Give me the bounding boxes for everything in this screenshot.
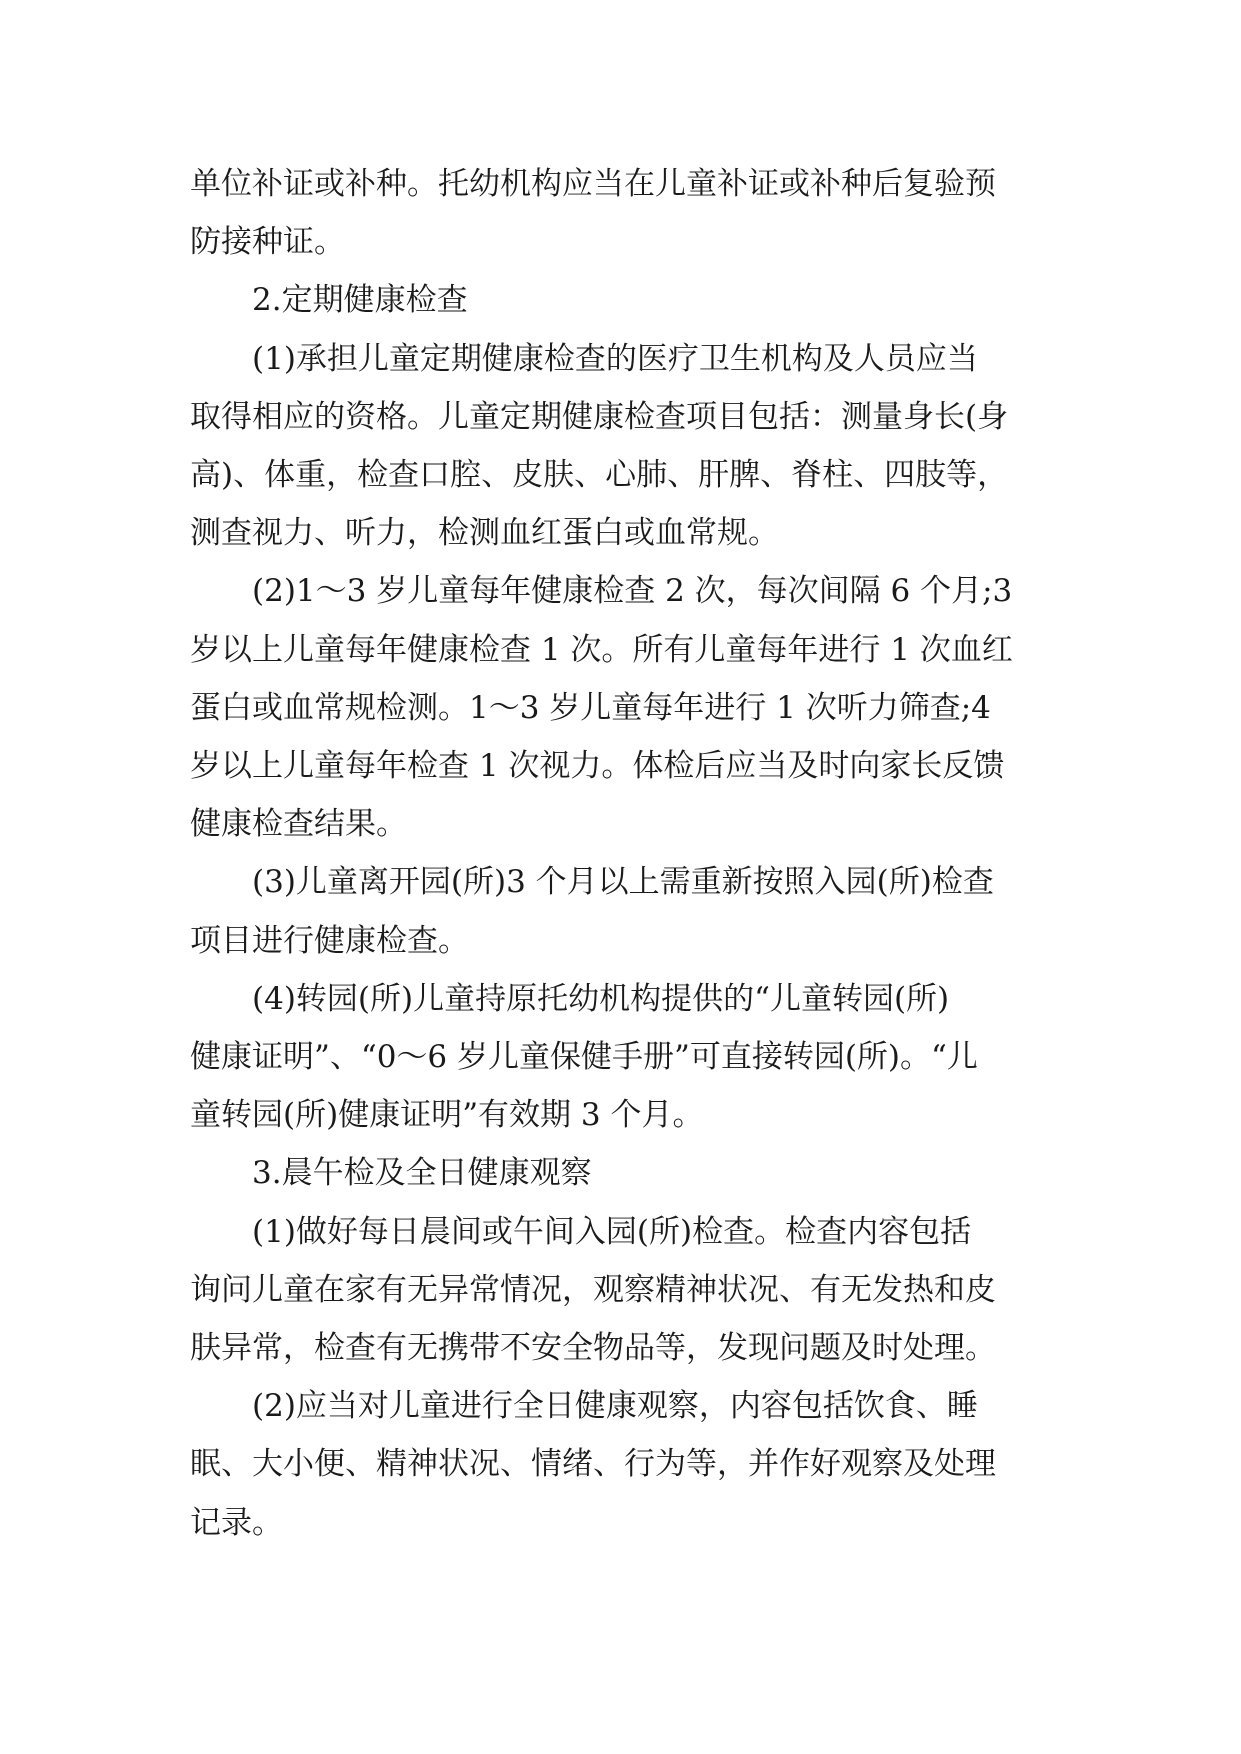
- text-line: 健康检查结果。: [190, 806, 407, 843]
- text-line: 岁以上儿童每年检查 1 次视力。体检后应当及时向家长反馈: [190, 748, 1005, 785]
- text-line: 蛋白或血常规检测。1～3 岁儿童每年进行 1 次听力筛查;4: [190, 689, 991, 726]
- text-line: 高)、体重，检查口腔、皮肤、心肺、肝脾、脊柱、四肢等，: [190, 457, 1009, 494]
- text-line: 单位补证或补种。托幼机构应当在儿童补证或补种后复验预: [190, 166, 996, 202]
- text-line: (2)应当对儿童进行全日健康观察，内容包括饮食、睡: [252, 1388, 978, 1425]
- text-line: (4)转园(所)儿童持原托幼机构提供的“儿童转园(所): [252, 980, 950, 1017]
- text-line: (3)儿童离开园(所)3 个月以上需重新按照入园(所)检查: [252, 864, 994, 901]
- text-line: 记录。: [190, 1504, 283, 1541]
- text-line: 2.定期健康检查: [252, 282, 468, 319]
- text-line: 项目进行健康检查。: [190, 922, 469, 959]
- text-line: (1)承担儿童定期健康检查的医疗卫生机构及人员应当: [252, 340, 978, 377]
- text-line: 3.晨午检及全日健康观察: [252, 1155, 592, 1192]
- text-line: 测查视力、听力，检测血红蛋白或血常规。: [190, 515, 779, 552]
- text-line: 眠、大小便、精神状况、情绪、行为等，并作好观察及处理: [190, 1446, 996, 1483]
- text-line: 健康证明”、“0～6 岁儿童保健手册”可直接转园(所)。“儿: [190, 1039, 978, 1076]
- document-body: [190, 155, 1060, 1552]
- text-line: 肤异常，检查有无携带不安全物品等，发现问题及时处理。: [190, 1330, 996, 1367]
- text-line: 岁以上儿童每年健康检查 1 次。所有儿童每年进行 1 次血红: [190, 631, 1013, 668]
- text-line: 童转园(所)健康证明”有效期 3 个月。: [190, 1097, 704, 1134]
- text-line: (1)做好每日晨间或午间入园(所)检查。检查内容包括: [252, 1213, 972, 1250]
- text-line: 询问儿童在家有无异常情况，观察精神状况、有无发热和皮: [190, 1271, 996, 1308]
- text-line: 防接种证。: [190, 224, 345, 261]
- text-line: (2)1～3 岁儿童每年健康检查 2 次，每次间隔 6 个月;3: [252, 573, 1013, 610]
- text-line: 取得相应的资格。儿童定期健康检查项目包括：测量身长(身: [190, 398, 1009, 435]
